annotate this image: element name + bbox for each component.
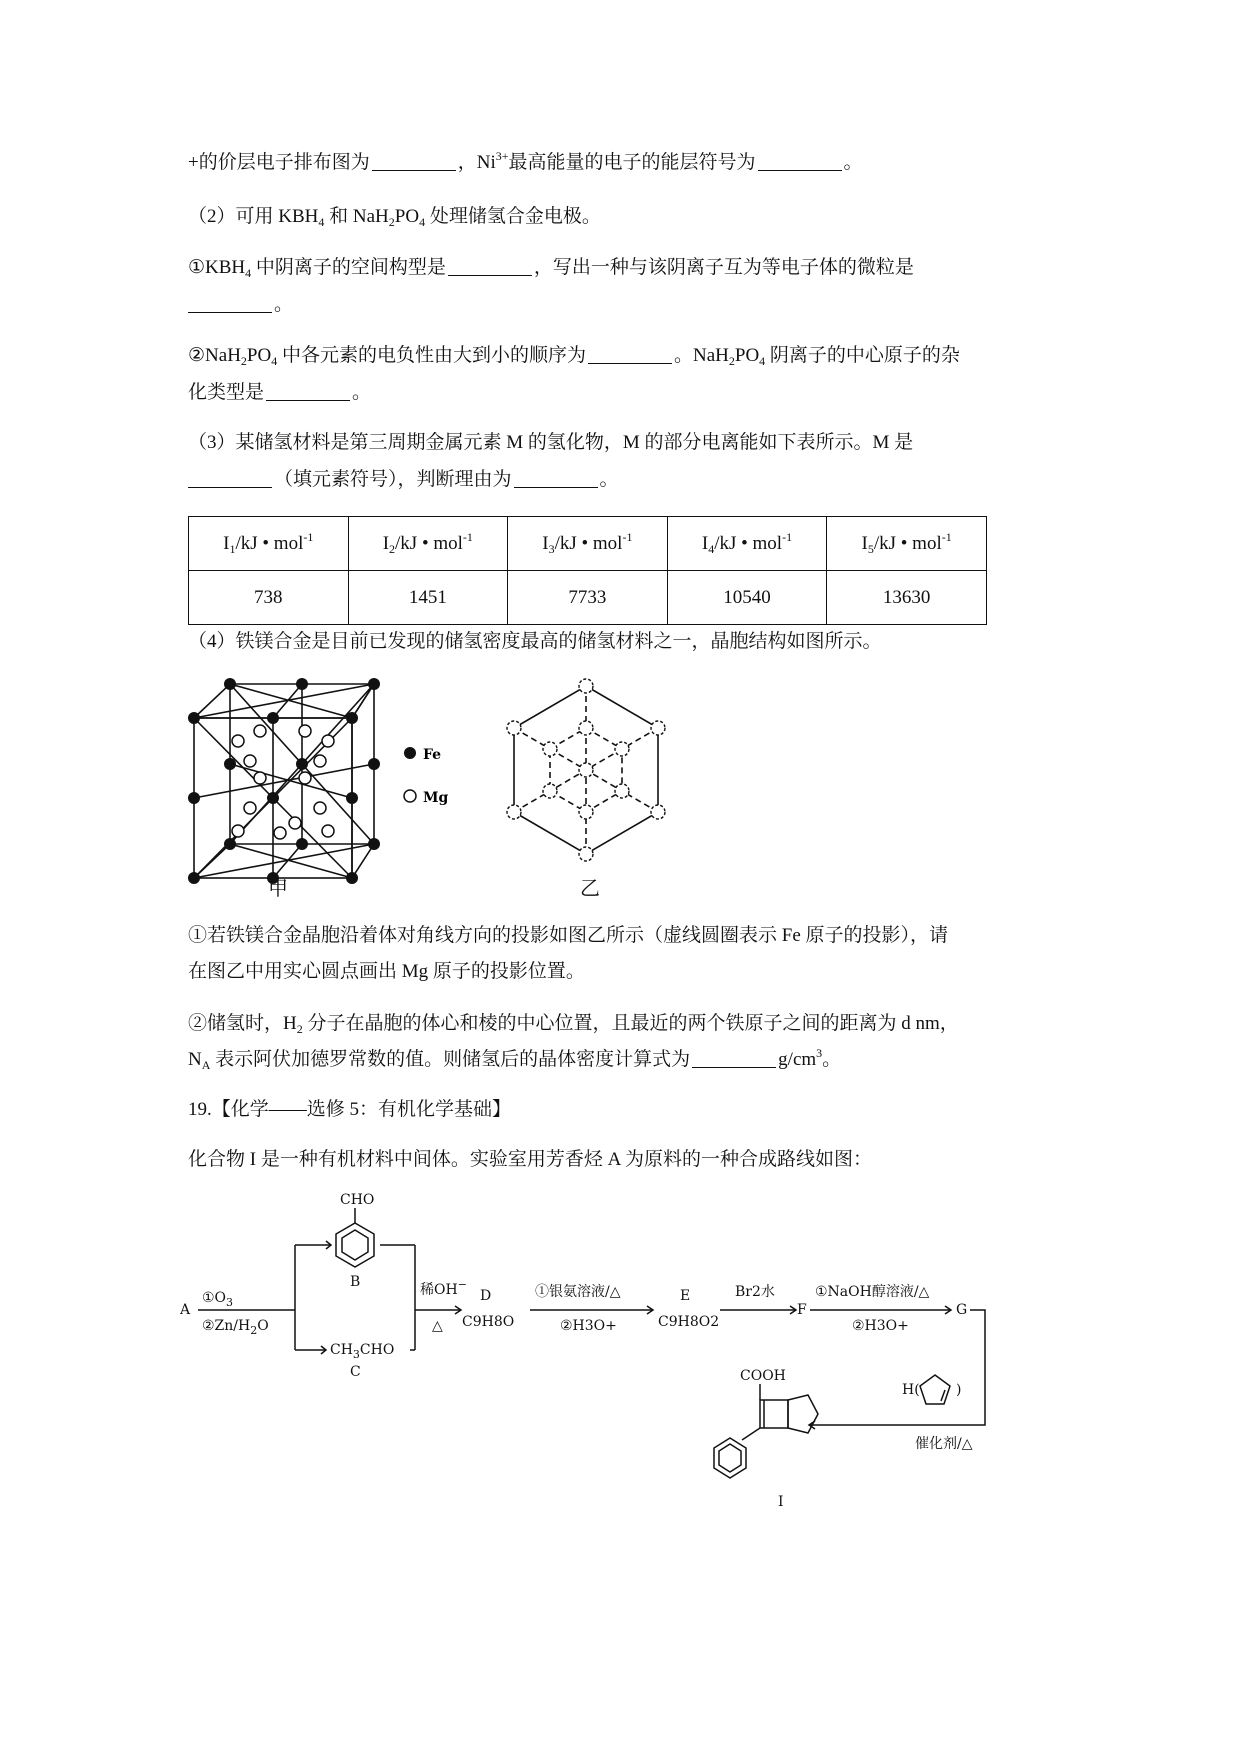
answer-blank[interactable] bbox=[758, 152, 842, 171]
question-4-1-cont bbox=[188, 960, 585, 984]
reagent-naoh: ①NaOH醇溶液/△ bbox=[815, 1284, 930, 1300]
table-row bbox=[189, 571, 987, 625]
fe-legend-marker bbox=[404, 747, 416, 759]
table-cell: 10540 bbox=[667, 571, 827, 625]
compound-a: A bbox=[180, 1302, 191, 1318]
text: 。 bbox=[822, 1049, 842, 1070]
cyclopentene-ring bbox=[920, 1375, 950, 1404]
question-2-1 bbox=[188, 256, 914, 280]
mg-legend-label: Mg bbox=[423, 790, 449, 806]
table-cell: 738 bbox=[189, 571, 349, 625]
text: 2 bbox=[388, 215, 395, 229]
reagent-catalyst: 催化剂/△ bbox=[915, 1436, 973, 1452]
text: ，写出一种与该阴离子互为等电子体的微粒是 bbox=[533, 257, 914, 278]
table-header-cell: $I_5/kJ$ • mol$^{-1}$ bbox=[827, 517, 987, 571]
text: ①KBH bbox=[188, 257, 246, 278]
text: 2 bbox=[240, 354, 247, 368]
reagent-heat: △ bbox=[432, 1318, 443, 1334]
text: 表示阿伏加德罗常数的值。则储氢后的晶体密度计算式为 bbox=[210, 1049, 691, 1070]
fe-legend-label: Fe bbox=[423, 747, 442, 763]
compound-g: G bbox=[956, 1302, 968, 1318]
text: 阴离子的中心原子的杂 bbox=[765, 345, 960, 366]
text: （2）可用 KBH bbox=[188, 206, 319, 227]
question-1-line bbox=[188, 151, 863, 175]
text: 4 bbox=[271, 354, 278, 368]
question-2-2-cont bbox=[188, 381, 371, 405]
compound-i: I bbox=[778, 1494, 784, 1510]
text: ②储氢时，H bbox=[188, 1013, 297, 1034]
reagent-silver: ①银氨溶液/△ bbox=[535, 1284, 621, 1300]
unit-cell-jia bbox=[194, 684, 374, 878]
question-3-cont bbox=[188, 468, 619, 492]
answer-blank[interactable] bbox=[448, 257, 532, 276]
text: N bbox=[188, 1049, 202, 1070]
compound-f: F bbox=[797, 1302, 807, 1318]
text: 化类型是 bbox=[188, 382, 265, 403]
text: 最高能量的电子的能层符号为 bbox=[508, 152, 756, 173]
compound-e: E bbox=[680, 1288, 691, 1304]
reagent-zn: ②Zn/$H_2O$ bbox=[202, 1318, 269, 1337]
cho-group: CHO bbox=[340, 1192, 375, 1208]
text: 中阴离子的空间构型是 bbox=[251, 257, 446, 278]
answer-blank[interactable] bbox=[266, 382, 350, 401]
text: PO bbox=[394, 206, 420, 227]
answer-blank[interactable] bbox=[692, 1049, 776, 1068]
text: 在图乙中用实心圆点画出 Mg 原子的投影位置。 bbox=[188, 961, 585, 982]
compound-h: H( bbox=[902, 1382, 920, 1398]
question-3 bbox=[188, 431, 913, 455]
table-header-cell: $I_1/kJ$ • mol$^{-1}$ bbox=[189, 517, 349, 571]
compound-d: D bbox=[480, 1288, 492, 1304]
reagent-br2: Br2水 bbox=[735, 1284, 775, 1300]
text: 2 bbox=[728, 354, 735, 368]
figure-label-jia: 甲 bbox=[268, 876, 288, 900]
crystal-figure bbox=[180, 668, 680, 898]
text: 4 bbox=[759, 354, 766, 368]
text: 。 bbox=[599, 469, 619, 490]
text: PO bbox=[246, 345, 272, 366]
answer-blank[interactable] bbox=[188, 469, 272, 488]
question-2-1-cont bbox=[188, 293, 293, 317]
table-cell: 7733 bbox=[508, 571, 668, 625]
text: 。 bbox=[352, 382, 372, 403]
question-4-1 bbox=[188, 924, 948, 948]
text: 。 bbox=[843, 152, 863, 173]
reagent-oh: 稀OH− bbox=[420, 1278, 467, 1298]
text: 化合物 I 是一种有机材料中间体。实验室用芳香烃 A 为原料的一种合成路线如图： bbox=[188, 1149, 873, 1170]
text: 4 bbox=[245, 266, 252, 280]
question-19-title bbox=[188, 1098, 511, 1122]
text: 。 bbox=[274, 294, 294, 315]
reagent-o3: $①O_3$ bbox=[202, 1290, 234, 1309]
text: （3）某储氢材料是第三周期金属元素 M 的氢化物，M 的部分电离能如下表所示。M 是 bbox=[188, 432, 914, 453]
text: PO bbox=[734, 345, 760, 366]
text: （填元素符号），判断理由为 bbox=[274, 469, 512, 490]
text: 和 NaH bbox=[324, 206, 389, 227]
question-4-2 bbox=[188, 1012, 959, 1036]
text: ，Ni bbox=[457, 152, 496, 173]
table-cell: 13630 bbox=[827, 571, 987, 625]
compound-b: B bbox=[350, 1274, 361, 1290]
text: 。NaH bbox=[673, 345, 729, 366]
synthesis-scheme bbox=[180, 1190, 1020, 1520]
table-header-cell: $I_3/kJ$ • mol$^{-1}$ bbox=[508, 517, 668, 571]
compound-h-close: ) bbox=[956, 1382, 962, 1398]
text: 3+ bbox=[495, 149, 509, 163]
text: +的价层电子排布图为 bbox=[188, 152, 370, 173]
answer-blank[interactable] bbox=[588, 345, 672, 364]
text: 19.【化学——选修 5：有机化学基础】 bbox=[188, 1099, 512, 1120]
question-2-title bbox=[188, 205, 601, 229]
text: ①若铁镁合金晶胞沿着体对角线方向的投影如图乙所示（虚线圆圈表示 Fe 原子的投影），请 bbox=[188, 925, 949, 946]
compound-c: C bbox=[350, 1364, 361, 1380]
text: 2 bbox=[296, 1022, 303, 1036]
table-header-cell: $I_2/kJ$ • mol$^{-1}$ bbox=[348, 517, 508, 571]
cooh-group: COOH bbox=[740, 1368, 786, 1384]
text: 4 bbox=[318, 215, 325, 229]
text: 处理储氢合金电极。 bbox=[425, 206, 601, 227]
table-header-row bbox=[189, 517, 987, 571]
text: （4）铁镁合金是目前已发现的储氢密度最高的储氢材料之一，晶胞结构如图所示。 bbox=[188, 631, 882, 652]
text: g/cm bbox=[778, 1049, 817, 1070]
figure-label-yi: 乙 bbox=[580, 876, 600, 900]
table-cell: 1451 bbox=[348, 571, 508, 625]
question-4 bbox=[188, 630, 882, 654]
text: 中各元素的电负性由大到小的顺序为 bbox=[277, 345, 586, 366]
reagent-h3o: ②H3O+ bbox=[560, 1318, 617, 1334]
table-header-cell: $I_4/kJ$ • mol$^{-1}$ bbox=[667, 517, 827, 571]
compound-d-formula: C9H8O bbox=[462, 1314, 515, 1330]
question-2-2 bbox=[188, 344, 960, 368]
compound-c-formula: $CH_3CHO$ bbox=[330, 1342, 395, 1361]
answer-blank[interactable] bbox=[372, 152, 456, 171]
answer-blank[interactable] bbox=[188, 294, 272, 313]
answer-blank[interactable] bbox=[514, 469, 598, 488]
text: 3 bbox=[816, 1046, 823, 1060]
mg-legend-marker bbox=[404, 790, 416, 802]
reagent-h3o-2: ②H3O+ bbox=[852, 1318, 909, 1334]
compound-e-formula: C9H8O2 bbox=[658, 1314, 720, 1330]
ionization-energy-table bbox=[188, 516, 987, 625]
text: ②NaH bbox=[188, 345, 241, 366]
text: 4 bbox=[419, 215, 426, 229]
question-4-2-cont bbox=[188, 1048, 841, 1072]
text: 分子在晶胞的体心和棱的中心位置，且最近的两个铁原子之间的距离为 d nm， bbox=[302, 1013, 959, 1034]
text: A bbox=[201, 1058, 211, 1072]
question-19-intro bbox=[188, 1148, 872, 1172]
